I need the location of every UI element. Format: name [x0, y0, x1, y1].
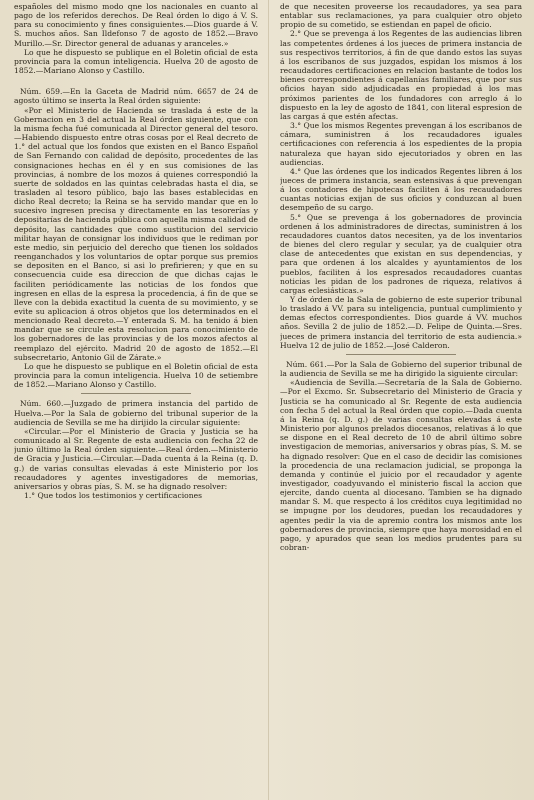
left-column [14, 2, 258, 798]
notice-659-heading: Núm. 659.—En la Gaceta de Madrid núm. 6657 de 24 de agosto último se inserta la Real órden siguiente: [14, 87, 258, 106]
notice-660-item-3: 3.° Que los mismos Regentes prevengan á los escribanos de cámara, suministren á los recaudadores iguales certificaciones con referencia á los espedientes de la propia naturaleza que hayan sido ejecutoriados y obren en las audiencias. [280, 121, 522, 167]
section-divider [346, 354, 456, 355]
section-divider [81, 393, 191, 394]
paragraph-customs-order-end: españoles del mismo modo qne los nacionales en cuanto al pago de los referidos derechos. De Real órden lo digo á V. S. para su conocimiento y fines consiguientes.—Dios guarde á V. S. muchos años. San Ildefonso 7 de agosto de 1852.—Bravo Murillo.—Sr. Director general de aduanas y aranceles.» [14, 2, 258, 48]
right-column [280, 2, 522, 798]
notice-660-item-1: 1.° Que todos los testimonios y certificaciones [24, 490, 202, 500]
notice-661-body: «Audiencia de Sevilla.—Secretaría de la Sala de Gobierno.—Por el Excmo. Sr. Subsecretario del Ministerio de Gracia y Justicia se ha comunicado al Sr. Regente de esta audiencia con fecha 5 del actual la Real órden que copio.—Dada cuenta á la Reina (q. D. g.) de varias consultas elevadas á este Ministerio por algunos prelados diocesanos, relativas á lo que se dispone en el Real decreto de 10 de abril último sobre investigacion de memorias, aniversarios y obras pías, S. M. se ha dignado resolver: Que en el caso de decidir las comisiones la procedencia de una reclamacion judicial, se proponga la demanda y continúe el juicio por el recaudador y agente investigador, coadyuvando el ministerio fiscal la accion que ejercite, dando cuenta al diocesano. Tambien se ha dignado mandar S. M. que respecto á los créditos cuya legitimidad no se impugne por los deudores, puedan los recaudadores y agentes pedir la via de apremio contra los mismos ante los gobernadores de provincia, siempre que haya morosidad en el pago, y apurados que sean los medios prudentes para su cobran- [280, 378, 522, 553]
column-gutter [268, 0, 269, 800]
notice-660-item-1-cont: de que necesiten proveerse los recaudadores, ya sea para entablar sus reclamaciones, ya para cualquier otro objeto propio de su cometido, se estiendan en papel de oficio. [280, 2, 522, 30]
notice-660-heading: Núm. 660.—Juzgado de primera instancia del partido de Huelva.—Por la Sala de gobierno del tribunal superior de la audiencia de Sevilla se me ha dirijido la circular siguiente: [14, 399, 258, 427]
notice-661-heading: Núm. 661.—Por la Sala de Gobierno del superior tribunal de la audiencia de Sevilla se me ha dirigido la siguiente circular: [280, 359, 522, 379]
notice-660-item-4: 4.° Que las órdenes que los indicados Regentes libren á los jueces de primera instancia, sean estensivas á que prevengan á los contadores de hipotecas faciliten á los recaudadores cuantas noticias exijan de sus oficios y conduzcan al buen desempeño de su cargo. [280, 166, 522, 213]
paragraph-publication-note-1: Lo que he dispuesto se publique en el Boletin oficial de esta provincia para la comun inteligencia. Huelva 20 de agosto de 1852.—Mariano Alonso y Castillo. [14, 47, 258, 76]
notice-660-item-5: 5.° Que se prevenga á los gobernadores de provincia ordenen á los administradores de directas, suministren á los recaudadores cuantos datos necesiten, ya de los inventarios de bienes del clero regular y secular, ya de cualquier otra clase de antecedentes que existan en sus dependencias, y para que ordenen á los alcaldes y ayuntamientos de los pueblos, faciliten á los espresados recaudadores cuantas noticias les pidan de los padrones de riqueza, relativos á cargas eclesiásticas.» [280, 212, 522, 295]
notice-660-closing: Y de órden de la Sala de gobierno de este superior tribunal lo traslado á VV. para su inteligencia, puntual cumplimiento y demas efectos correspondientes. Dios guarde á VV. muchos años. Sevilla 2 de julio de 1852.—D. Felipe de Quinta.—Sres. jueces de primera instancia del territorio de esta audiencia.» Huelva 12 de julio de 1852.—José Calderon. [280, 295, 522, 350]
notice-659-body: «Por el Ministerio de Hacienda se traslada á este de la Gobernacion en 3 del actual la Real órden siguiente, que con la misma fecha fué comunicada al Director general del tesoro.—Habiendo dispuesto entre otras cosas por el Real decreto de 1.° del actual que los fondos que existen en el Banco Español de San Fernando con calidad de depósito, procedentes de las consignaciones hechas en él y en sus comisiones de las provincias, á nombre de los mozos á quienes correspondió la suerte de soldados en las quintas celebradas hasta el dia, se trasladen al tesoro público, bajo las bases establecidas en dicho Real decreto; la Reina se ha servido mandar que en lo sucesivo ingresen precisa y directamente en las tesorerías y depositarías de hacienda pública con aquella misma calidad de depósito, las cantidades que como sustitucion del servicio militar hayan de consignar los individuos que le rediman por este medio, sin perjuicio del derecho que tienen los soldados reenganchados y los voluntarios de optar porque sus premios se depositen en el Banco, si asi lo prefirieren; y que en su consecuencia cuide esa direccion de que dichas cajas le faciliten periódicamente las noticias de los fondos que ingresen en ellas de la espresa la procedencia, á fin de que se lleve con la debida exactitud la cuenta de su movimiento, y se evite su aplicacion á otros objetos que los determinados en el mencionado Real decreto.—Y enterada S. M. ha tenido á bien mandar que se circule esta resolucion para conocimiento de los gobernadores de las provincias y de los mozos afectos al reemplazo del ejército. Madrid 20 de agosto de 1852.—El subsecretario, Antonio Gil de Zárate.» [14, 105, 258, 362]
paragraph-publication-note-2: Lo que he dispuesto se publique en el Boletin oficial de esta provincia para la comun inteligencia. Huelva 10 de setiembre de 1852.—Mariano Alonso y Castillo. [14, 361, 258, 390]
notice-660-item-2: 2.° Que se prevenga á los Regentes de las audiencias libren las competentes órdenes á los jueces de primera instancia de sus respectivos territorios, á fin de que dando estos las suyas á los escribanos de sus juzgados, espidan los mismos á los recaudadores certificaciones en relacion bastante de todos los bienes correspondientes á capellanías familiares, que por sus oficios hayan sido adjudicadas en propiedad á los mas próximos parientes de los fundadores con arreglo á lo dispuesto en la ley de agosto de 1841, con literal espresion de las cargas á que estén afectas. [280, 29, 522, 121]
notice-660-circular: «Circular.—Por el Ministerio de Gracia y Justicia se ha comunicado al Sr. Regente de esta audiencia con fecha 22 de junio último la Real órden siguiente.—Real órden.—Ministerio de Gracia y Justicia.—Circular.—Dada cuenta á la Reina (q. D. g.) de varias consultas elevadas á este Ministerio por los recaudadores y agentes investigadores de memorias, aniversarios y obras pías, S. M. se ha dignado resolver: [14, 426, 258, 491]
